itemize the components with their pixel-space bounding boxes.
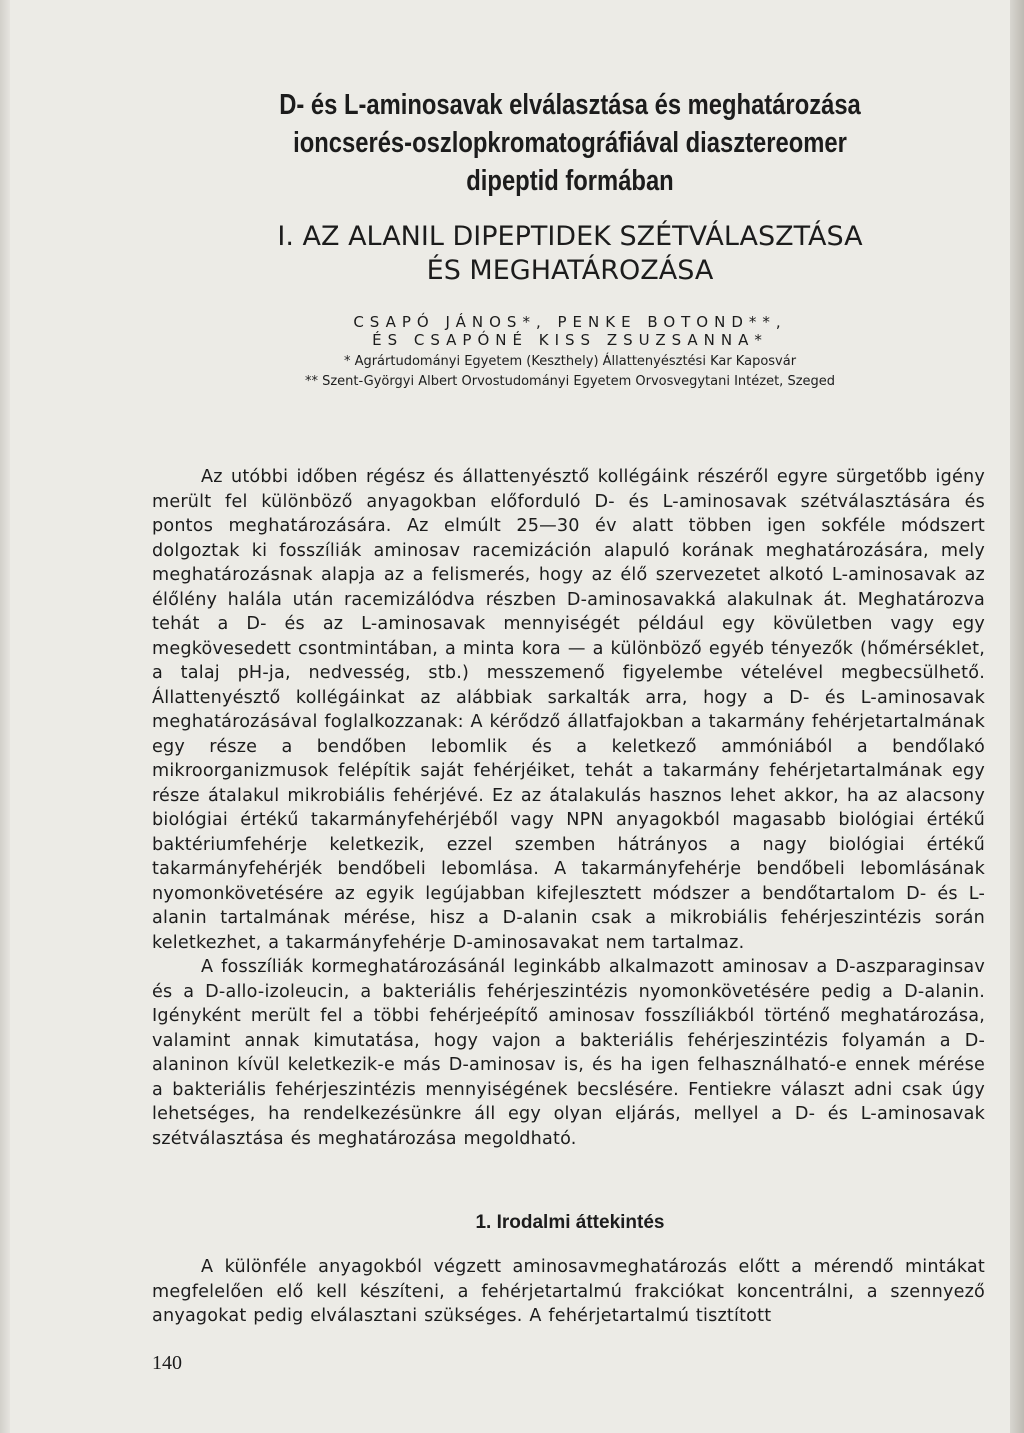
- page-number: 140: [152, 1352, 182, 1374]
- article-subtitle: I. AZ ALANIL DIPEPTIDEK SZÉTVÁLASZTÁSA ÉS MEGHATÁROZÁSA: [277, 221, 863, 286]
- paragraph: Az utóbbi időben régész és állattenyésztő kollégáink részéről egyre sürgetőbb igény merült fel különböző anyagokban előforduló D- és L-aminosavak szétválasztására és pontos meghatározására. Az elmúlt 25—30 év alatt többen igen sokféle módszert dolgoztak ki fosszíliák aminosav racemizáción alapuló korának meghatározására, mely meghatározásnak alapja az a felismerés, hogy az élő szervezetet alkotó L-aminosavak az élőlény halála után racemizálódva részben D-aminosavakká alakulnak át. Meghatározva tehát a D- és az L-aminosavak mennyiségét például egy kövületben vagy egy megkövesedett csontmintában, a minta kora — a különböző egyéb tényezők (hőmérséklet, a talaj pH-ja, nedvesség, stb.) messzemenő figyelembe vételével megbecsülhető. Állattenyésztő kollégáinkat az alábbiak sarkalták arra, hogy a D- és L-aminosavak meghatározásával foglalkozzanak: A kérődző állatfajokban a takarmány fehérjetartalmának egy része a bendőben lebomlik és a keletkező ammóniából a bendőlakó mikroorganizmusok felépítik saját fehérjéiket, tehát a takarmány fehérjetartalmának egy része átalakul mikrobiális fehérjévé. Ez az átalakulás hasznos lehet akkor, ha az alacsony biológiai értékű takarmányfehérjéből vagy NPN anyagokból magasabb biológiai értékű baktériumfehérje keletkezik, ezzel szemben hátrányos a nagy biológiai értékű takarmányfehérjék bendőbeli lebomlása. A takarmányfehérje bendőbeli lebomlásának nyomonkövetésére az egyik legújabban kifejlesztett módszer a bendőtartalom D- és L-alanin tartalmának mérése, hisz a D-alanin csak a mikrobiális fehérjeszintézis során keletkezhet, a takarmányfehérje D-aminosavakat nem tartalmaz.: [152, 467, 985, 953]
- introduction-text: [152, 465, 985, 1151]
- paragraph: A fosszíliák kormeghatározásánál leginkább alkalmazott aminosav a D-aszparaginsav és a D-allo-izoleucin, a bakteriális fehérjeszintézis nyomonkövetésére pedig a D-alanin. Igényként merült fel a többi fehérjeépítő aminosav fosszíliákból történő meghatározása, valamint annak kimutatása, hogy vajon a bakteriális fehérjeszintézis folyamán a D-alaninon kívül keletkezik-e más D-aminosav is, és ha igen felhasználható-e ennek mérése a bakteriális fehérjeszintézis mennyiségének becslésére. Fentiekre választ adni csak úgy lehetséges, ha rendelkezésünkre áll egy olyan eljárás, mellyel a D- és L-aminosavak szétválasztása és meghatározása megoldható.: [152, 957, 985, 1149]
- affiliation-2: ** Szent-Györgyi Albert Orvostudományi Egyetem Orvosvegytani Intézet, Szeged: [304, 374, 836, 389]
- section-heading: 1. Irodalmi áttekintés: [475, 1212, 665, 1233]
- author-list: CSAPÓ JÁNOS*, PENKE BOTOND**, ÉS CSAPÓNÉ KISS ZSUZSANNA*: [353, 313, 787, 349]
- paragraph: A különféle anyagokból végzett aminosavmeghatározás előtt a mérendő mintákat megfelelően elő kell készíteni, a fehérjetartalmú frakciókat koncentrálni, a szennyező anyagokat pedig elválasztani szükséges. A fehérjetartalmú tisztított: [152, 1257, 985, 1326]
- affiliation-1: * Agrártudományi Egyetem (Keszthely) Állattenyésztési Kar Kaposvár: [343, 354, 797, 369]
- section-text: [152, 1255, 985, 1329]
- page-right-edge-shadow: [1010, 0, 1024, 1433]
- page-left-edge-shadow: [0, 0, 10, 1433]
- article-title: D- és L-aminosavak elválasztása és meghatározása ioncserés-oszlopkromatográfiával diasztereomer dipeptid formában: [279, 89, 861, 197]
